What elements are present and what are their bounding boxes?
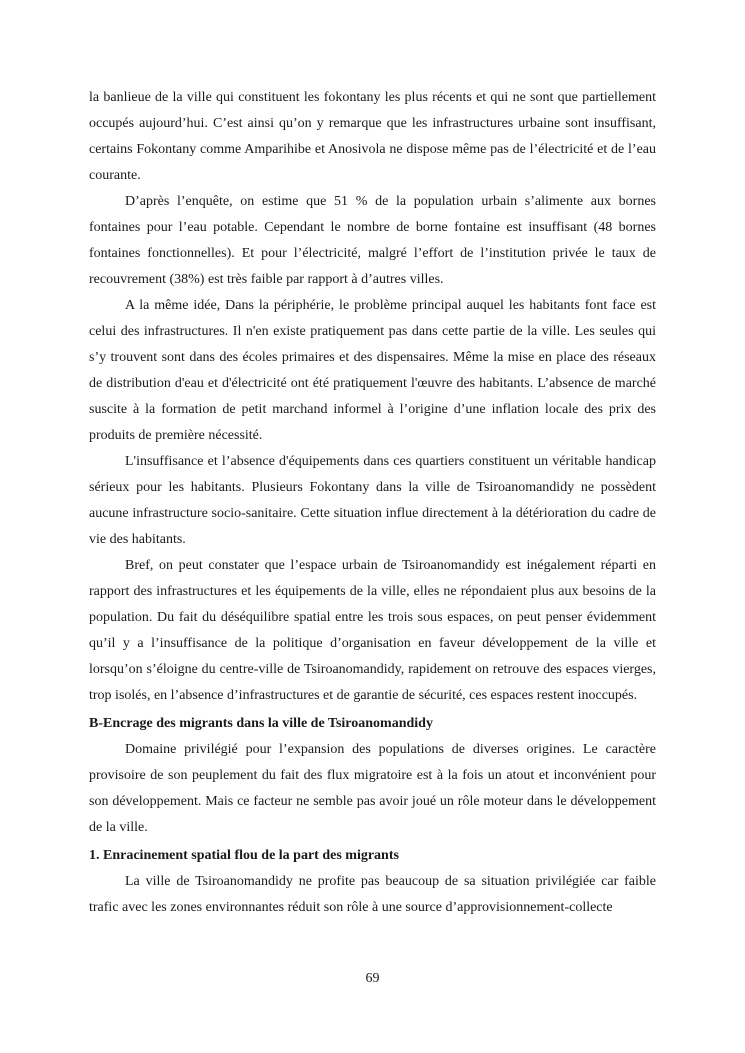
paragraph-section-b: Domaine privilégié pour l’expansion des populations de diverses origines. Le caractère provisoire de son peuplement du fait des flux migratoire est à la fois un atout et inconvénient pour son développement. Mais ce facteur ne semble pas avoir joué un rôle moteur dans le développement de la ville. (89, 742, 656, 835)
paragraph-water-electricity: D’après l’enquête, on estime que 51 % de la population urbain s’alimente aux bornes fontaines pour l’eau potable. Cependant le nombre de borne fontaine est insuffisant (48 bornes fontaines fonctionnelles). Et pour l’électricité, malgré l’effort de l’institution privée le taux de recouvrement (38%) est très faible par rapport à d’autres villes. (89, 194, 656, 287)
section-b-heading: B-Encrage des migrants dans la ville de Tsiroanomandidy (89, 716, 433, 731)
paragraph-conclusion: Bref, on peut constater que l’espace urbain de Tsiroanomandidy est inégalement réparti en rapport des infrastructures et les équipements de la ville, elles ne répondaient plus aux besoins de la population. Du fait du déséquilibre spatial entre les trois sous espaces, on peut penser évidemment qu’il y a l’insuffisance de la politique d’organisation en faveur développement de la ville et lorsqu’on s’éloigne du centre-ville de Tsiroanomandidy, rapidement on retrouve des espaces vierges, trop isolés, en l’absence d’infrastructures et de garantie de sécurité, ces espaces restent inoccupés. (89, 558, 656, 703)
document-page (89, 85, 656, 921)
subsection-1-heading: 1. Enracinement spatial flou de la part des migrants (89, 848, 399, 863)
paragraph-infrastructure-intro: la banlieue de la ville qui constituent les fokontany les plus récents et qui ne sont que partiellement occupés aujourd’hui. C’est ainsi qu’on y remarque que les infrastructures urbaine sont insuffisant, certains Fokontany comme Amparihibe et Anosivola ne dispose même pas de l’électricité et de l’eau courante. (89, 90, 656, 183)
paragraph-periphery: A la même idée, Dans la périphérie, le problème principal auquel les habitants font face est celui des infrastructures. Il n'en existe pratiquement pas dans cette partie de la ville. Les seules qui s’y trouvent sont dans des écoles primaires et des dispensaires. Même la mise en place des réseaux de distribution d'eau et d'électricité ont été pratiquement l'œuvre des habitants. L’absence de marché suscite à la formation de petit marchand informel à l’origine d’une inflation locale des prix des produits de première nécessité. (89, 298, 656, 443)
page-number: 69 (365, 971, 380, 986)
paragraph-insufficiency: L'insuffisance et l’absence d'équipements dans ces quartiers constituent un véritable handicap sérieux pour les habitants. Plusieurs Fokontany dans la ville de Tsiroanomandidy ne possèdent aucune infrastructure socio-sanitaire. Cette situation influe directement à la détérioration du cadre de vie des habitants. (89, 454, 656, 547)
paragraph-subsection-1: La ville de Tsiroanomandidy ne profite pas beaucoup de sa situation privilégiée car faible trafic avec les zones environnantes réduit son rôle à une source d’approvisionnement-collecte (89, 874, 656, 915)
